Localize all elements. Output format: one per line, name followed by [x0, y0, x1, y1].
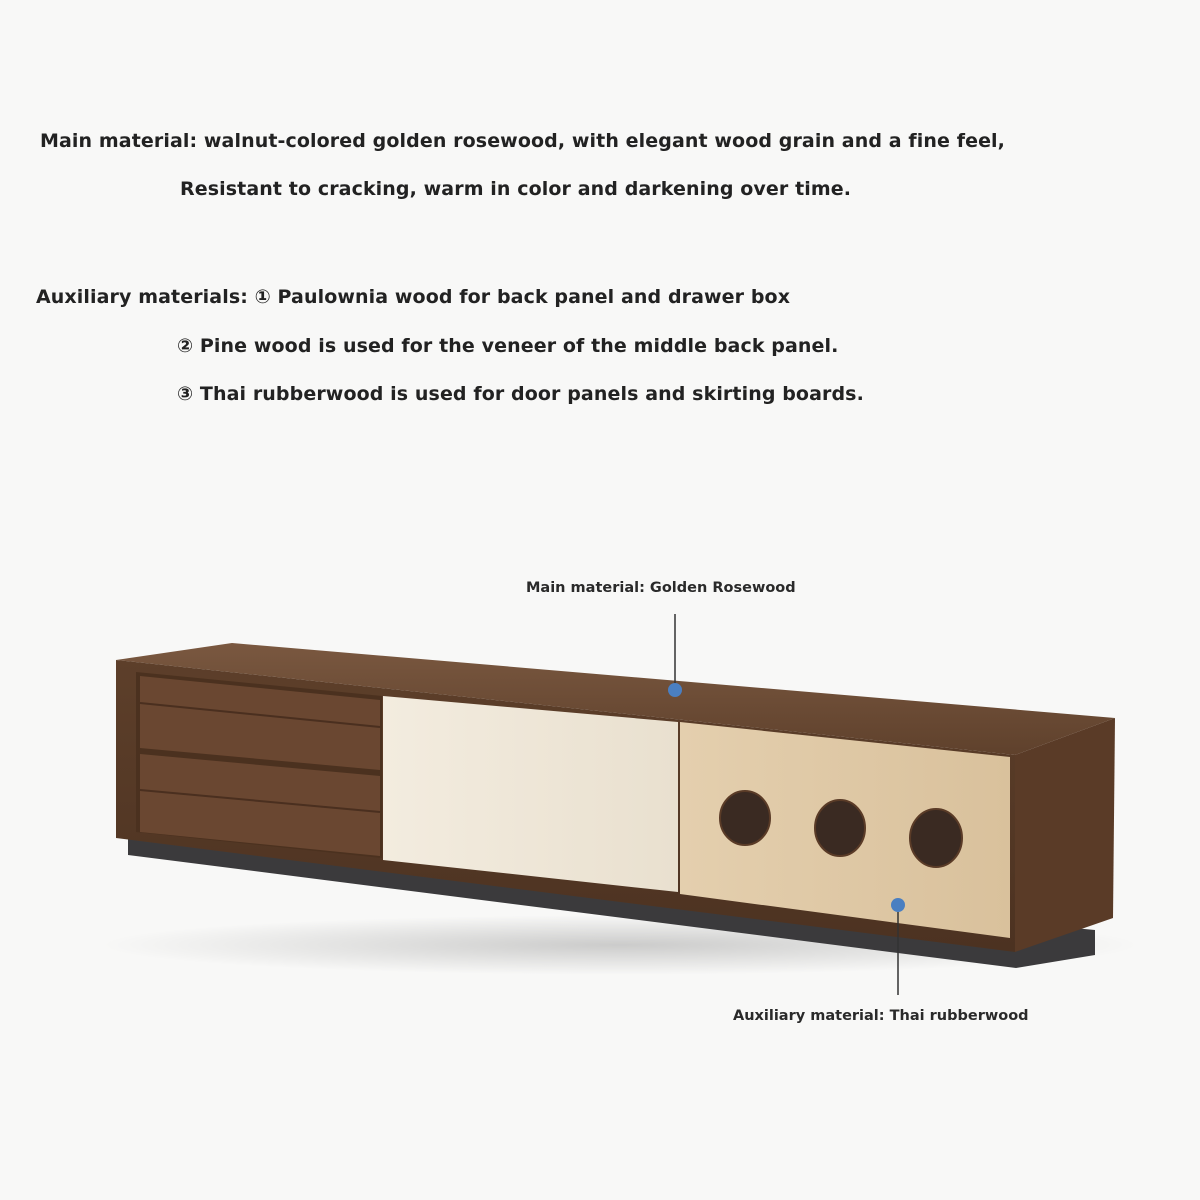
auxiliary-materials-line-1: Auxiliary materials: ① Paulownia wood for back panel and drawer box: [36, 286, 791, 308]
auxiliary-material-callout: Auxiliary material: Thai rubberwood: [733, 1008, 1029, 1024]
cable-hole-3: [910, 809, 962, 867]
auxiliary-materials-line-2: ② Pine wood is used for the veneer of the middle back panel.: [177, 335, 839, 357]
main-material-description-line-2: Resistant to cracking, warm in color and darkening over time.: [180, 178, 852, 200]
cable-hole-1: [720, 791, 770, 845]
aux-material-marker: [891, 898, 905, 912]
main-material-description-line-1: Main material: walnut-colored golden rosewood, with elegant wood grain and a fine feel,: [40, 130, 1005, 152]
cabinet-right-side: [1015, 718, 1115, 952]
main-material-marker: [668, 683, 682, 697]
cable-hole-2: [815, 800, 865, 856]
cream-door: [383, 696, 678, 892]
auxiliary-materials-line-3: ③ Thai rubberwood is used for door panels and skirting boards.: [177, 383, 864, 405]
main-material-callout: Main material: Golden Rosewood: [526, 580, 796, 596]
